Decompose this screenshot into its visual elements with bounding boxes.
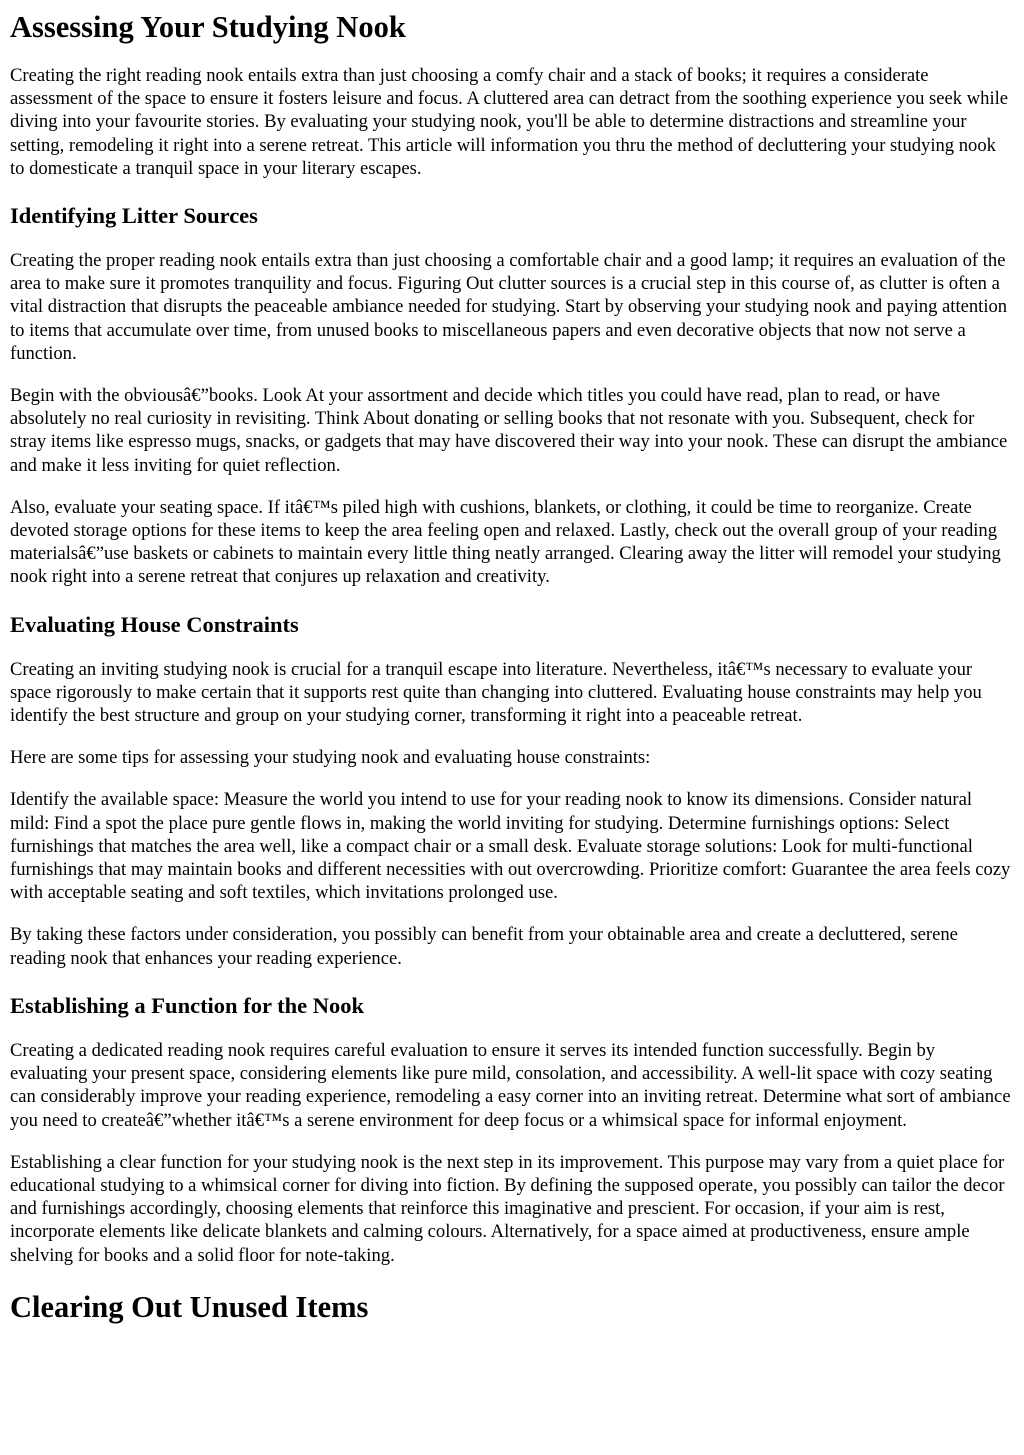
constraints-paragraph-2: Here are some tips for assessing your studying nook and evaluating house constraints: [10,747,651,769]
next-section-title: Clearing Out Unused Items [10,1289,369,1324]
constraints-paragraph-1: Creating an inviting studying nook is crucial for a tranquil escape into literature. Nevertheless, itâ€™s necessary to evaluate your space rigorously to make certain that it supports rest quite than changing into cluttered. Evaluating house constraints may help you identify the best structure and group on your studying corner, transforming it right into a peaceable retreat. [10,658,982,727]
litter-paragraph-2: Begin with the obviousâ€”books. Look At your assortment and decide which titles you could have read, plan to read, or have absolutely no real curiosity in revisiting. Think About donating or selling books that not resonate with you. Subsequent, check for stray items like espresso mugs, snacks, or gadgets that may have discovered their way into your nook. These can disrupt the ambiance and make it less inviting for quiet reflection. [10,385,1008,476]
section-heading-litter-sources: Identifying Litter Sources [10,203,258,229]
section-heading-function: Establishing a Function for the Nook [10,992,365,1018]
section-heading-house-constraints: Evaluating House Constraints [10,611,299,637]
litter-paragraph-3: Also, evaluate your seating space. If itâ€™s piled high with cushions, blankets, or clothing, it could be time to reorganize. Create devoted storage options for these items to keep the area feeling open and relaxed. Lastly, check out the overall group of your reading materialsâ€”use baskets or cabinets to maintain every little thing neatly arranged. Clearing away the litter will remodel your studying nook right into a serene retreat that conjures up relaxation and creativity. [10,496,1001,588]
page-title: Assessing Your Studying Nook [10,10,406,44]
function-paragraph-1: Creating a dedicated reading nook requires careful evaluation to ensure it serves its intended function successfully. Begin by evaluating your present space, considering elements like pure mild, consolation, and accessibility. A well-lit space with cozy seating can considerably improve your reading experience, remodeling a easy corner into an inviting retreat. Determine what sort of ambiance you need to createâ€”whether itâ€™s a serene environment for deep focus or a whimsical space for informal enjoyment. [10,1039,1011,1131]
litter-paragraph-1: Creating the proper reading nook entails extra than just choosing a comfortable chair and a good lamp; it requires an evaluation of the area to make sure it promotes tranquility and focus. Figuring Out clutter sources is a crucial step in this course of, as clutter is often a vital distraction that disrupts the peaceable ambiance needed for studying. Start by observing your studying nook and paying attention to items that accumulate over time, from unused books to miscellaneous papers and even decorative objects that now not serve a function. [10,250,1008,364]
article [0,9,1024,1325]
intro-paragraph: Creating the right reading nook entails extra than just choosing a comfy chair and a stack of books; it requires a considerate assessment of the space to ensure it fosters leisure and focus. A cluttered area can detract from the soothing experience you seek while diving into your favourite stories. By evaluating your studying nook, you'll be able to determine distractions and streamline your setting, remodeling it right into a serene retreat. This article will information you thru the method of decluttering your studying nook to domesticate a tranquil space in your literary escapes. [10,65,1009,179]
function-paragraph-2: Establishing a clear function for your studying nook is the next step in its improvement. This purpose may vary from a quiet place for educational studying to a whimsical corner for diving into fiction. By defining the supposed operate, you possibly can tailor the decor and furnishings accordingly, choosing elements that reinforce this imaginative and prescient. For occasion, if your aim is rest, incorporate elements like delicate blankets and calming colours. Alternatively, for a space aimed at productiveness, ensure ample shelving for books and a solid floor for note-taking. [10,1151,1005,1266]
constraints-paragraph-4: By taking these factors under consideration, you possibly can benefit from your obtainable area and create a decluttered, serene reading nook that enhances your reading experience. [10,924,958,969]
constraints-paragraph-3: Identify the available space: Measure the world you intend to use for your reading nook to know its dimensions. Consider natural mild: Find a spot the place pure gentle flows in, making the world inviting for studying. Determine furnishings options: Select furnishings that matches the area well, like a compact chair or a small desk. Evaluate storage solutions: Look for multi-functional furnishings that may maintain books and different necessities with out overcrowding. Prioritize comfort: Guarantee the area feels cozy with acceptable seating and soft textiles, which invitations prolonged use. [10,789,1011,904]
